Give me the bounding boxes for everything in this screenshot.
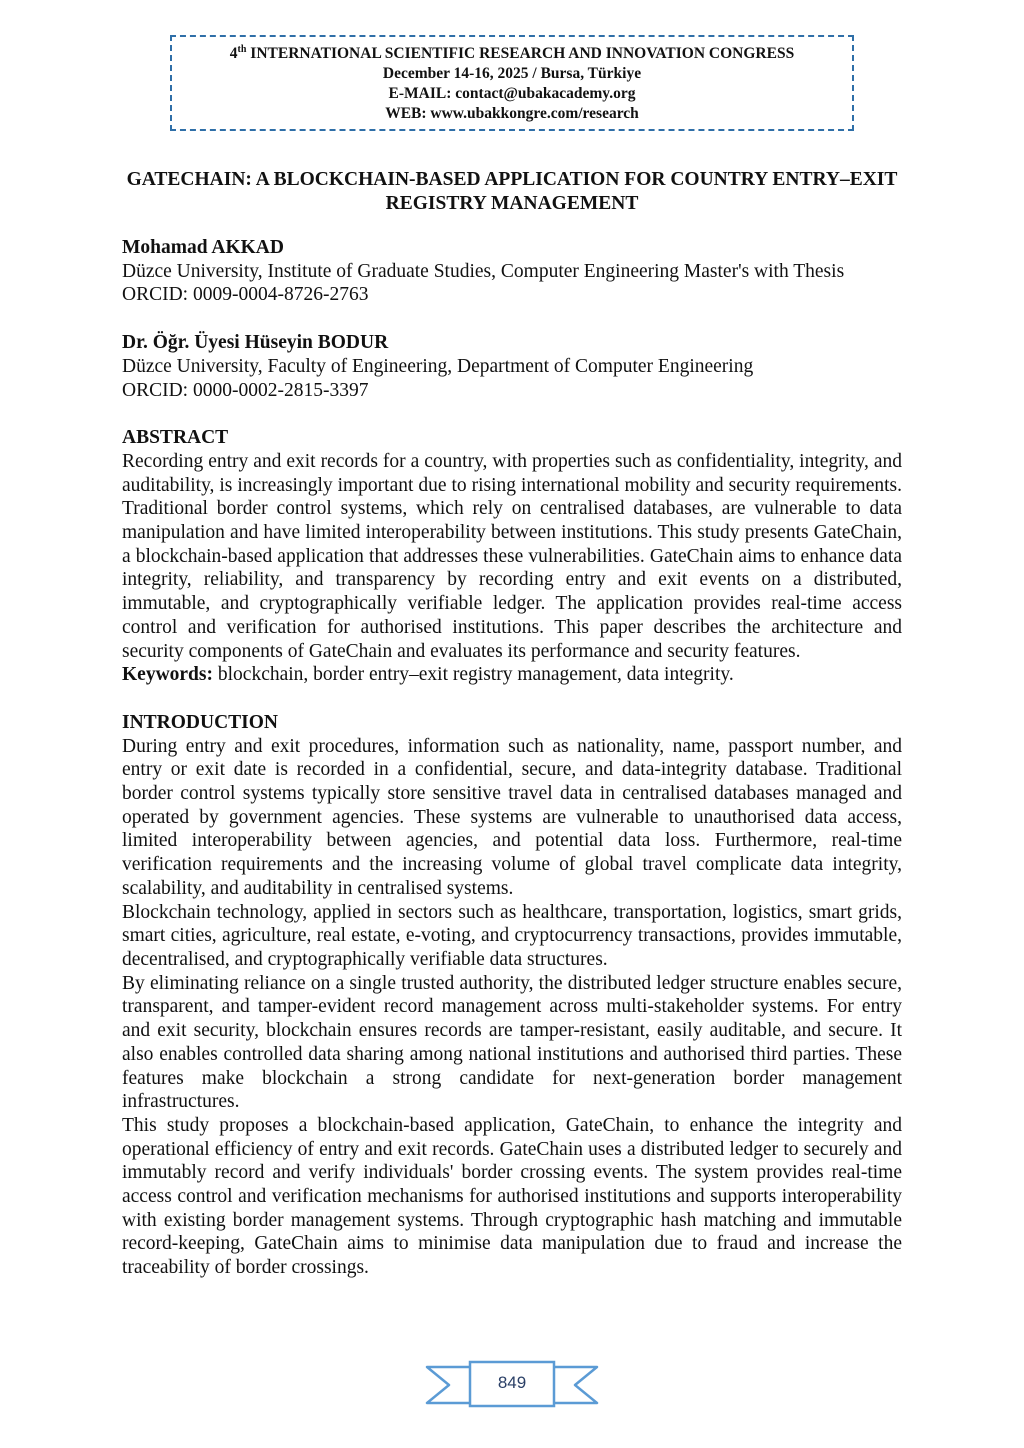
keywords-line <box>122 663 902 687</box>
author-affiliation: Düzce University, Institute of Graduate Studies, Computer Engineering Master's with Thesis <box>122 260 845 282</box>
page-footer <box>422 1360 602 1410</box>
keywords-label: Keywords: <box>122 664 213 686</box>
introduction-paragraph: By eliminating reliance on a single trusted authority, the distributed ledger structure enables secure, transparent, and tamper-evident record management across multi-stakeholder systems. For entry and exit security, blockchain ensures records are tamper-resistant, easily auditable, and secure. It also enables controlled data sharing among national institutions and authorised third parties. These features make blockchain a strong candidate for next-generation border management infrastructures. <box>122 972 902 1113</box>
paper-title: GATECHAIN: A BLOCKCHAIN-BASED APPLICATION FOR COUNTRY ENTRY–EXIT REGISTRY MANAGEMENT <box>126 169 898 214</box>
introduction-paragraph: This study proposes a blockchain-based application, GateChain, to enhance the integrity and operational efficiency of entry and exit records. GateChain uses a distributed ledger to securely and immutably record and verify individuals' border crossing events. The system provides real-time access control and verification mechanisms for authorised institutions and supports interoperability with existing border management systems. Through cryptographic hash matching and immutable record-keeping, GateChain aims to minimise data manipulation due to fraud and increase the traceability of border crossings. <box>122 1114 902 1279</box>
abstract-heading: ABSTRACT <box>122 427 229 449</box>
introduction-paragraph: During entry and exit procedures, information such as nationality, name, passport number, and entry or exit date is recorded in a confidential, secure, and data-integrity database. Traditional border control systems typically store sensitive travel data in centralised databases managed and operated by government agencies. These systems are vulnerable to unauthorised data access, limited interoperability between agencies, and potential data loss. Furthermore, real-time verification requirements and the increasing volume of global travel complicate data integrity, scalability, and auditability in centralised systems. <box>122 735 902 899</box>
introduction-heading: INTRODUCTION <box>122 711 279 733</box>
author-orcid: ORCID: 0000-0002-2815-3397 <box>122 379 369 401</box>
congress-email: E-MAIL: contact@ubakacademy.org <box>388 85 636 102</box>
author-affiliation: Düzce University, Faculty of Engineering, Department of Computer Engineering <box>122 355 754 377</box>
author-name: Dr. Öğr. Üyesi Hüseyin BODUR <box>122 332 389 354</box>
introduction-paragraph: Blockchain technology, applied in sectors such as healthcare, transportation, logistics, smart grids, smart cities, agriculture, real estate, e-voting, and cryptocurrency transactions, provides immutable, decentralised, and cryptographically verifiable data structures. <box>122 901 902 970</box>
page-number: 849 <box>497 1373 527 1392</box>
conference-header <box>170 35 854 131</box>
congress-name: 4th INTERNATIONAL SCIENTIFIC RESEARCH AND INNOVATION CONGRESS <box>229 43 795 62</box>
keywords-text: blockchain, border entry–exit registry management, data integrity. <box>213 664 734 686</box>
paper-body <box>122 236 902 1280</box>
congress-dates: December 14-16, 2025 / Bursa, Türkiye <box>382 65 642 82</box>
congress-web: WEB: www.ubakkongre.com/research <box>385 105 639 122</box>
author-orcid: ORCID: 0009-0004-8726-2763 <box>122 284 369 306</box>
author-block <box>122 331 902 402</box>
author-name: Mohamad AKKAD <box>122 237 284 258</box>
abstract-text: Recording entry and exit records for a country, with properties such as confidentiality, integrity, and auditability, is increasingly important due to rising international mobility and security requirements. Traditional border control systems, which rely on centralised databases, are vulnerable to data manipulation and have limited interoperability between institutions. This study presents GateChain, a blockchain-based application that addresses these vulnerabilities. GateChain aims to enhance data integrity, reliability, and transparency by recording entry and exit events on a distributed, immutable, and cryptographically verifiable ledger. The application provides real-time access control and verification for authorised institutions. This paper describes the architecture and security components of GateChain and evaluates its performance and security features. <box>122 450 902 662</box>
author-block <box>122 236 902 307</box>
